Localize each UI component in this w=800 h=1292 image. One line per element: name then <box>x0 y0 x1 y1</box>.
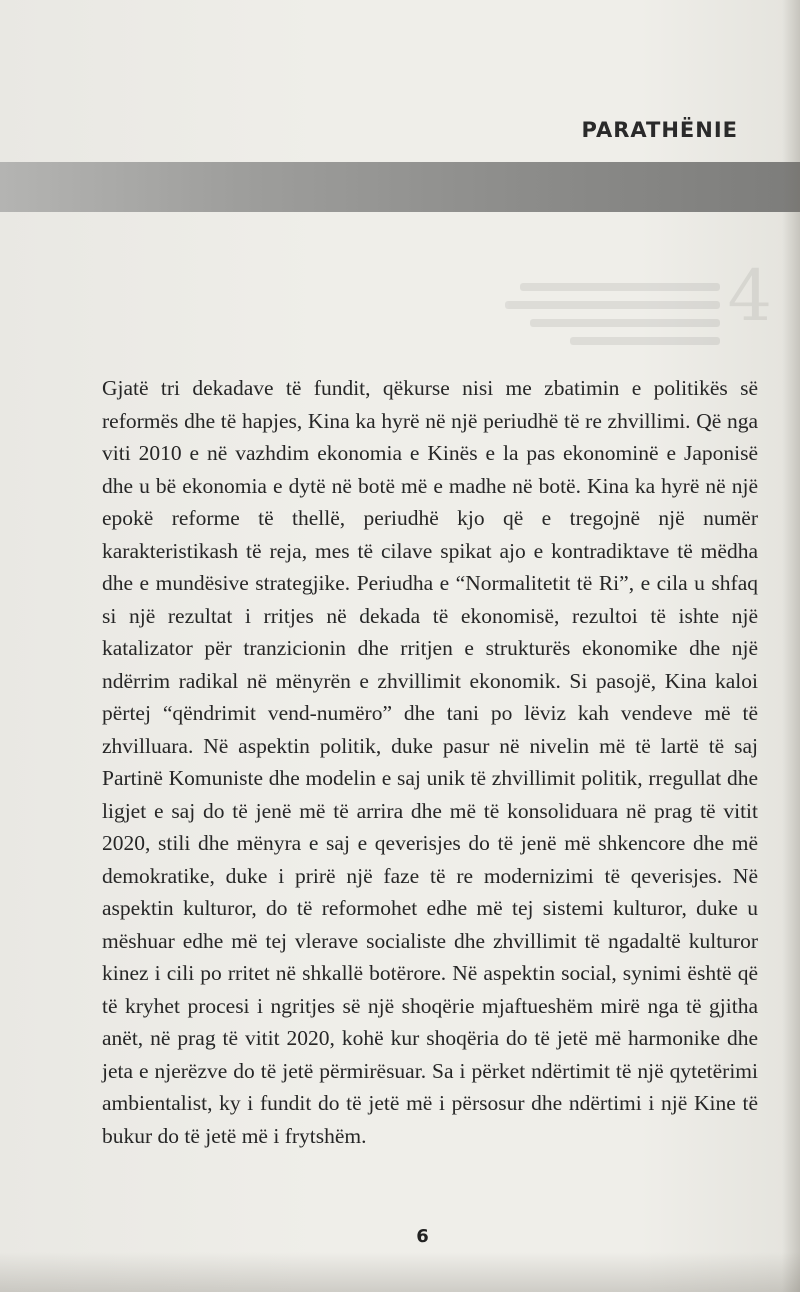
page-edge-shadow-right <box>782 0 800 1292</box>
section-title: PARATHËNIE <box>581 118 738 142</box>
bleed-through-shadow: 4 <box>480 255 780 365</box>
page-number: 6 <box>416 1226 429 1247</box>
body-paragraph: Gjatë tri dekadave të fundit, qëkurse nisi me zbatimin e politikës së reformës dhe të hapjes, Kina ka hyrë në një periudhë të re zhvillimi. Që nga viti 2010 e në vazhdim ekonomia e Kinës e la pas ekonominë e Japonisë dhe u bë ekonomia e dytë në botë më e madhe në botë. Kina ka hyrë në një epokë reforme të thellë, periudhë kjo që e tregojnë një numër karakteristikash të reja, mes të cilave spikat ajo e kontradiktave të mëdha dhe e mundësive strategjike. Periudha e “Normalitetit të Ri”, e cila u shfaq si një rezultat i rritjes në dekada të ekonomisë, rezultoi të ishte një katalizator për tranzicionin dhe rritjen e strukturës ekonomike dhe një ndërrim radikal në mënyrën e zhvillimit ekonomik. Si pasojë, Kina kaloi përtej “qëndrimit vend-numëro” dhe tani po lëviz kah vendeve më të zhvilluara. Në aspektin politik, duke pasur në nivelin më të lartë të saj Partinë Komuniste dhe modelin e saj unik të zhvillimit politik, rregullat dhe ligjet e saj do të jenë më të arrira dhe më të konsoliduara në prag të vitit 2020, stili dhe mënyra e saj e qeverisjes do të jenë më shkencore dhe më demokratike, duke i prirë një faze të re modernizimi të qeverisjes. Në aspektin kulturor, do të reformohet edhe më tej sistemi kulturor, duke u mëshuar edhe më tej vlerave socialiste dhe zhvillimit të ngadaltë kulturor kinez i cili po rritet në shkallë botërore. Në aspektin social, synimi është që të kryhet procesi i ngritjes së një shoqërie mjaftueshëm mirë nga të gjitha anët, në prag të vitit 2020, kohë kur shoqëria do të jetë më harmonike dhe jeta e njerëzve do të jetë përmirësuar. Sa i përket ndërtimit të një qytetërimi ambientalist, ky i fundit do të jetë më i përsosur dhe ndërtimi i një Kine të bukur do të jetë më i frytshëm. <box>102 376 758 1148</box>
page-edge-shadow-bottom <box>0 1252 800 1292</box>
header-band <box>0 162 800 212</box>
